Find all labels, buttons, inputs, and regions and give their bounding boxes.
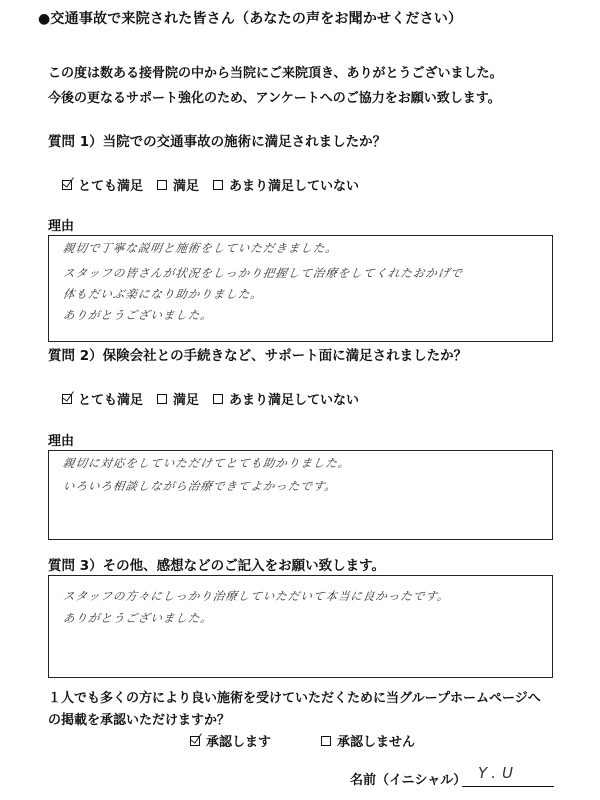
consent-option-decline[interactable] — [321, 731, 415, 750]
consent-checkbox-decline[interactable] — [321, 736, 331, 746]
q2-option-label: とても満足 — [78, 393, 144, 408]
intro-line-2: 今後の更なるサポート強化のため、アンケートへのご協力をお願い致します。 — [48, 91, 501, 106]
q2-option-label: あまり満足していない — [229, 393, 360, 408]
q1-answer-line: スタッフの皆さんが状況をしっかり把握して治療をしてくれたおかげで — [62, 266, 464, 280]
q2-option-satisfied[interactable] — [157, 389, 199, 408]
q3-answer-box[interactable] — [48, 575, 553, 678]
consent-line-2: の掲載を承認いただけますか？ — [48, 713, 231, 728]
q1-option-very-satisfied[interactable] — [62, 175, 143, 194]
q2-checkbox-satisfied[interactable] — [157, 394, 167, 404]
signature-line — [462, 786, 554, 787]
consent-checkbox-approve[interactable] — [190, 736, 200, 746]
question-3: 質問 3）その他、感想などのご記入をお願い致します。 — [48, 558, 386, 574]
q1-answer-box[interactable] — [48, 235, 553, 342]
q1-option-satisfied[interactable] — [157, 175, 199, 194]
question-2: 質問 2）保険会社との手続きなど、サポート面に満足されましたか？ — [48, 348, 468, 364]
signature-value[interactable]: Y.U — [478, 764, 519, 782]
page-title: ●交通事故で来院された皆さん（あなたの声をお聞かせください） — [38, 11, 463, 27]
consent-option-approve[interactable] — [190, 731, 271, 750]
q1-checkbox-satisfied[interactable] — [157, 180, 167, 190]
q2-answer-box[interactable] — [48, 450, 553, 540]
q3-answer-line: ありがとうございました。 — [62, 611, 214, 625]
q2-option-label: 満足 — [173, 393, 200, 408]
q1-answer-line: ありがとうございました。 — [62, 308, 214, 322]
intro-line-1: この度は数ある接骨院の中から当院にご来院頂き、ありがとうございました。 — [48, 66, 503, 81]
q2-options — [62, 389, 373, 408]
q2-checkbox-not-satisfied[interactable] — [213, 394, 223, 404]
q2-option-very-satisfied[interactable] — [62, 389, 143, 408]
q2-answer-line: 親切に対応をしていただけてとても助かりました。 — [62, 456, 352, 470]
q1-option-not-satisfied[interactable] — [213, 175, 359, 194]
q2-reason-label: 理由 — [48, 434, 75, 449]
q1-option-label: 満足 — [173, 179, 200, 194]
consent-line-1: １人でも多くの方により良い施術を受けていただくために当グループホームページへ — [48, 691, 541, 706]
consent-option-label: 承認します — [206, 735, 272, 750]
q1-answer-line: 体もだいぶ楽になり助かりました。 — [62, 287, 264, 301]
q1-options — [62, 175, 373, 194]
question-1: 質問 1）当院での交通事故の施術に満足されましたか？ — [48, 134, 387, 150]
q1-reason-label: 理由 — [48, 219, 75, 234]
q2-option-not-satisfied[interactable] — [213, 389, 359, 408]
q1-option-label: あまり満足していない — [229, 179, 360, 194]
signature-label: 名前（イニシャル） — [350, 773, 467, 788]
q2-answer-line: いろいろ相談しながら治療できてよかったです。 — [62, 479, 339, 493]
q1-answer-line: 親切で丁寧な説明と施術をしていただきました。 — [62, 241, 339, 255]
q2-checkbox-very-satisfied[interactable] — [62, 394, 72, 404]
q1-checkbox-not-satisfied[interactable] — [213, 180, 223, 190]
consent-options — [190, 731, 429, 750]
q1-option-label: とても満足 — [78, 179, 144, 194]
q1-checkbox-very-satisfied[interactable] — [62, 180, 72, 190]
q3-answer-line: スタッフの方々にしっかり治療していただいて本当に良かったです。 — [62, 589, 451, 603]
consent-option-label: 承認しません — [337, 735, 416, 750]
